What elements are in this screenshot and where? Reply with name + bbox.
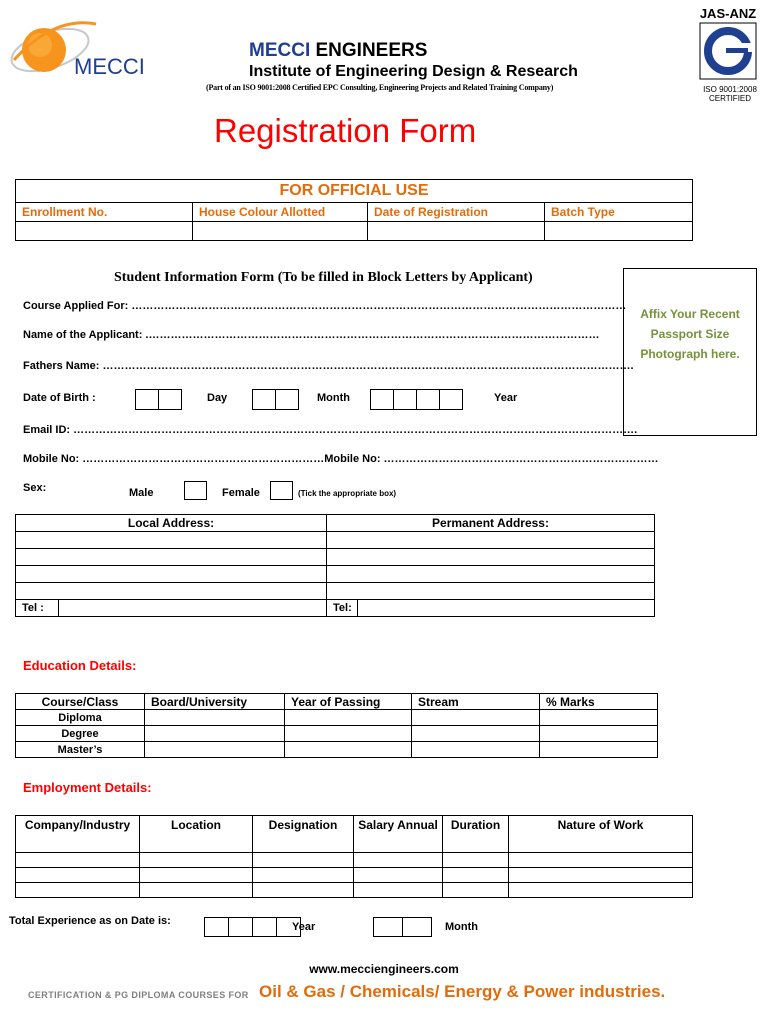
month-label: Month [317, 392, 350, 404]
table-cell[interactable] [285, 710, 412, 726]
local-address-line[interactable] [16, 549, 327, 566]
table-cell[interactable] [412, 710, 540, 726]
month-digit-box[interactable] [275, 389, 299, 410]
table-cell[interactable] [509, 883, 693, 898]
applicant-name-field[interactable]: Name of the Applicant: .…………………………………………………………………………………………………………… [23, 329, 600, 341]
tel-permanent-field[interactable] [358, 600, 655, 616]
education-heading: Education Details: [23, 658, 137, 673]
male-checkbox[interactable] [184, 481, 207, 500]
course-applied-field[interactable]: Course Applied For: ……………………………………………………………………………………………………………………… [23, 300, 627, 312]
education-row-label: Degree [16, 726, 145, 742]
photo-instruction-2: Passport Size [650, 327, 730, 341]
column-header: Date of Registration [368, 203, 545, 222]
tick-hint: (Tick the appropriate box) [298, 489, 397, 498]
local-address-header: Local Address: [16, 515, 327, 532]
table-cell[interactable] [285, 726, 412, 742]
table-cell[interactable] [509, 853, 693, 868]
footer-courses-text: CERTIFICATION & PG DIPLOMA COURSES FOR [28, 990, 249, 1000]
table-cell[interactable] [540, 726, 658, 742]
address-table [15, 514, 655, 617]
column-header: Salary Annual [354, 816, 443, 853]
table-cell[interactable] [140, 883, 253, 898]
table-cell[interactable] [285, 742, 412, 758]
column-header: Company/Industry [16, 816, 140, 853]
table-cell[interactable] [145, 726, 285, 742]
permanent-address-line[interactable] [327, 566, 655, 583]
experience-year-label: Year [292, 921, 316, 933]
institute-name: Institute of Engineering Design & Research [249, 63, 578, 80]
column-header: House Colour Allotted [193, 203, 368, 222]
fathers-name-field[interactable]: Fathers Name: ………………………………………………………………………………………………………………………………. [23, 360, 634, 372]
mobile-fields[interactable]: Mobile No: …………………………………………………………Mobile No: ………………………………………………………………… [23, 453, 659, 465]
permanent-address-header: Permanent Address: [327, 515, 655, 532]
photo-instruction-3: Photograph here. [640, 347, 740, 361]
month-digit-box[interactable] [252, 389, 276, 410]
table-cell[interactable] [443, 868, 509, 883]
official-use-table [15, 179, 693, 241]
footer-industries-text: Oil & Gas / Chemicals/ Energy & Power industries. [259, 982, 666, 1001]
day-digit-box[interactable] [135, 389, 159, 410]
table-cell[interactable] [412, 742, 540, 758]
svg-text:MECCI: MECCI [74, 54, 145, 79]
day-digit-box[interactable] [158, 389, 182, 410]
column-header: Duration [443, 816, 509, 853]
house-colour-field[interactable] [193, 222, 368, 241]
column-header: Batch Type [545, 203, 693, 222]
local-address-line[interactable] [16, 583, 327, 600]
column-header: Enrollment No. [16, 203, 193, 222]
permanent-address-line[interactable] [327, 532, 655, 549]
cert-iso-text: ISO 9001:2008 [703, 85, 757, 94]
brand-name: MECCI ENGINEERS [249, 40, 428, 61]
table-cell[interactable] [412, 726, 540, 742]
local-address-line[interactable] [16, 566, 327, 583]
education-row-label: Diploma [16, 710, 145, 726]
dob-label: Date of Birth : [23, 392, 96, 404]
female-checkbox[interactable] [270, 481, 293, 500]
tel-permanent-label: Tel: [327, 600, 358, 616]
column-header: Board/University [145, 694, 285, 710]
education-table [15, 693, 658, 758]
student-info-heading: Student Information Form (To be filled in Block Letters by Applicant) [114, 270, 533, 285]
email-field[interactable]: Email ID: ………………………………………………………………………………………………………………………………………. [23, 424, 638, 436]
enrollment-no-field[interactable] [16, 222, 193, 241]
table-cell[interactable] [140, 868, 253, 883]
experience-year-box[interactable] [204, 917, 229, 937]
column-header: Designation [253, 816, 354, 853]
table-cell[interactable] [540, 742, 658, 758]
permanent-address-line[interactable] [327, 583, 655, 600]
column-header: Course/Class [16, 694, 145, 710]
table-cell[interactable] [253, 853, 354, 868]
experience-year-box[interactable] [252, 917, 277, 937]
experience-year-box[interactable] [228, 917, 253, 937]
table-cell[interactable] [443, 883, 509, 898]
year-digit-box[interactable] [416, 389, 440, 410]
column-header: Nature of Work [509, 816, 693, 853]
table-cell[interactable] [140, 853, 253, 868]
year-label: Year [494, 392, 518, 404]
local-address-line[interactable] [16, 532, 327, 549]
table-cell[interactable] [354, 853, 443, 868]
male-label: Male [129, 487, 154, 499]
iso-cert-logo: JAS-ANZ [690, 6, 766, 108]
female-label: Female [222, 487, 260, 499]
table-cell[interactable] [443, 853, 509, 868]
table-cell[interactable] [354, 883, 443, 898]
mecci-logo [4, 14, 160, 84]
permanent-address-line[interactable] [327, 549, 655, 566]
batch-type-field[interactable] [545, 222, 693, 241]
total-experience-label: Total Experience as on Date is: [9, 915, 171, 927]
table-cell[interactable] [253, 883, 354, 898]
website-link[interactable]: www.mecciengineers.com [309, 962, 459, 976]
experience-month-box[interactable] [402, 917, 432, 937]
education-row-label: Master’s [16, 742, 145, 758]
page-title: Registration Form [214, 112, 477, 149]
official-use-heading: FOR OFFICIAL USE [16, 180, 693, 203]
table-cell[interactable] [16, 883, 140, 898]
table-cell[interactable] [16, 868, 140, 883]
tagline: (Part of an ISO 9001:2008 Certified EPC Consulting, Engineering Projects and Related Training Company) [206, 83, 554, 92]
year-digit-box[interactable] [393, 389, 417, 410]
table-cell[interactable] [540, 710, 658, 726]
employment-heading: Employment Details: [23, 780, 152, 795]
column-header: Year of Passing [285, 694, 412, 710]
cert-certified-text: CERTIFIED [708, 94, 752, 103]
year-digit-box[interactable] [370, 389, 394, 410]
table-cell[interactable] [145, 710, 285, 726]
column-header: Location [140, 816, 253, 853]
table-cell[interactable] [145, 742, 285, 758]
photo-instruction-1: Affix Your Recent [640, 307, 740, 321]
sex-label: Sex: [23, 482, 47, 494]
day-label: Day [207, 392, 228, 404]
table-cell[interactable] [16, 853, 140, 868]
date-of-registration-field[interactable] [368, 222, 545, 241]
table-cell[interactable] [253, 868, 354, 883]
column-header: % Marks [540, 694, 658, 710]
table-cell[interactable] [509, 868, 693, 883]
experience-month-label: Month [445, 921, 478, 933]
tel-local-label: Tel : [16, 600, 59, 616]
year-digit-box[interactable] [439, 389, 463, 410]
tel-local-field[interactable] [59, 600, 327, 616]
experience-month-box[interactable] [373, 917, 403, 937]
column-header: Stream [412, 694, 540, 710]
table-cell[interactable] [354, 868, 443, 883]
employment-table [15, 815, 693, 898]
